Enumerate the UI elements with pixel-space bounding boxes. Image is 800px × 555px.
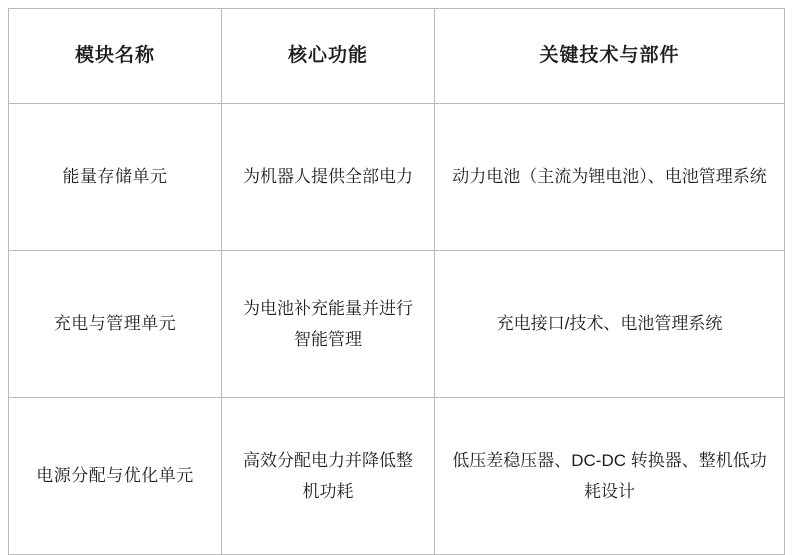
- cell-module-name: 能量存储单元: [9, 104, 222, 251]
- cell-key-technology: 动力电池（主流为锂电池）、电池管理系统: [435, 104, 785, 251]
- table-header-row: [9, 9, 785, 104]
- column-header-key-technology: 关键技术与部件: [435, 9, 785, 104]
- cell-key-technology: 低压差稳压器、DC-DC 转换器、整机低功耗设计: [435, 398, 785, 555]
- table-body: [9, 104, 785, 555]
- table-row: [9, 251, 785, 398]
- table-row: [9, 398, 785, 555]
- cell-core-function: 为电池补充能量并进行智能管理: [222, 251, 435, 398]
- column-header-core-function: 核心功能: [222, 9, 435, 104]
- cell-module-name: 电源分配与优化单元: [9, 398, 222, 555]
- cell-key-technology: 充电接口/技术、电池管理系统: [435, 251, 785, 398]
- table-container: [0, 8, 800, 555]
- table-row: [9, 104, 785, 251]
- table-header: [9, 9, 785, 104]
- cell-core-function: 高效分配电力并降低整机功耗: [222, 398, 435, 555]
- cell-core-function: 为机器人提供全部电力: [222, 104, 435, 251]
- column-header-module-name: 模块名称: [9, 9, 222, 104]
- spec-table: [8, 8, 785, 555]
- cell-module-name: 充电与管理单元: [9, 251, 222, 398]
